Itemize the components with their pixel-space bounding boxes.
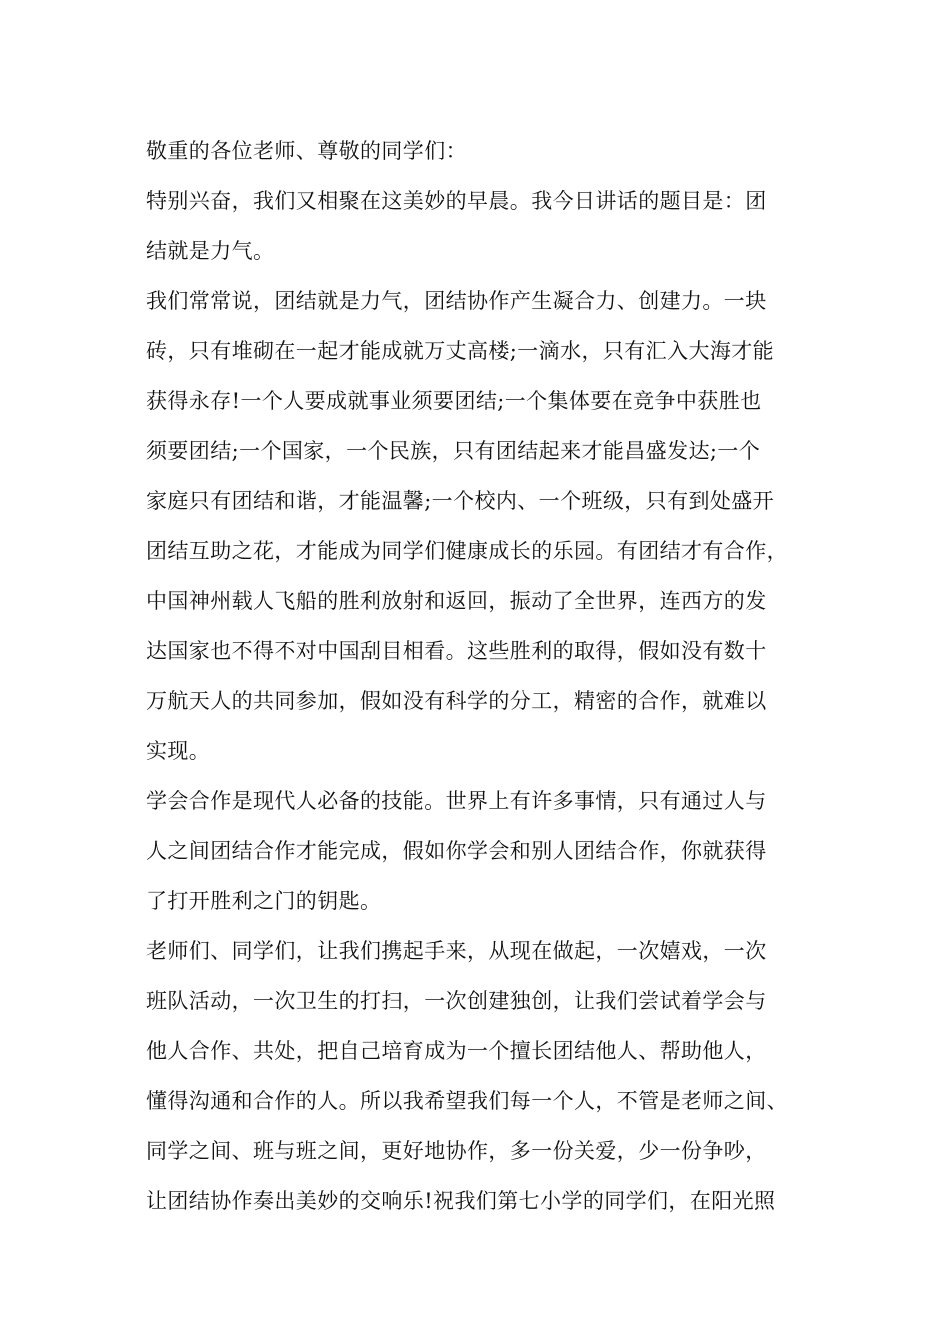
text-line: 家庭只有团结和谐，才能温馨;一个校内、一个班级，只有到处盛开 bbox=[146, 489, 775, 513]
text-line: 老师们、同学们，让我们携起手来，从现在做起，一次嬉戏，一次 bbox=[146, 939, 767, 963]
text-line: 同学之间、班与班之间，更好地协作，多一份关爱，少一份争吵， bbox=[146, 1139, 767, 1163]
speech-text bbox=[146, 126, 836, 1226]
text-line: 团结互助之花，才能成为同学们健康成长的乐园。有团结才有合作， bbox=[146, 539, 788, 563]
text-line: 让团结协作奏出美妙的交响乐!祝我们第七小学的同学们，在阳光照 bbox=[146, 1189, 776, 1213]
text-line: 达国家也不得不对中国刮目相看。这些胜利的取得，假如没有数十 bbox=[146, 639, 767, 663]
text-line: 特别兴奋，我们又相聚在这美妙的早晨。我今日讲话的题目是：团 bbox=[146, 189, 767, 213]
text-line: 砖，只有堆砌在一起才能成就万丈高楼;一滴水，只有汇入大海才能 bbox=[146, 339, 775, 363]
text-line: 班队活动，一次卫生的打扫，一次创建独创，让我们尝试着学会与 bbox=[146, 989, 767, 1013]
text-line: 中国神州载人飞船的胜利放射和返回，振动了全世界，连西方的发 bbox=[146, 589, 767, 613]
text-line: 须要团结;一个国家，一个民族，只有团结起来才能昌盛发达;一个 bbox=[146, 439, 761, 463]
text-line: 懂得沟通和合作的人。所以我希望我们每一个人，不管是老师之间、 bbox=[146, 1089, 788, 1113]
text-line: 了打开胜利之门的钥匙。 bbox=[146, 889, 382, 913]
text-line: 我们常常说，团结就是力气，团结协作产生凝合力、创建力。一块 bbox=[146, 289, 767, 313]
text-line: 结就是力气。 bbox=[146, 239, 275, 263]
text-line: 他人合作、共处，把自己培育成为一个擅长团结他人、帮助他人， bbox=[146, 1039, 767, 1063]
text-line: 学会合作是现代人必备的技能。世界上有许多事情，只有通过人与 bbox=[146, 789, 767, 813]
text-line-salutation: 敬重的各位老师、尊敬的同学们： bbox=[146, 139, 467, 163]
text-line: 实现。 bbox=[146, 739, 211, 763]
text-line: 人之间团结合作才能完成，假如你学会和别人团结合作，你就获得 bbox=[146, 839, 767, 863]
text-line: 获得永存!一个人要成就事业须要团结;一个集体要在竞争中获胜也 bbox=[146, 389, 762, 413]
text-line: 万航天人的共同参加，假如没有科学的分工，精密的合作，就难以 bbox=[146, 689, 767, 713]
